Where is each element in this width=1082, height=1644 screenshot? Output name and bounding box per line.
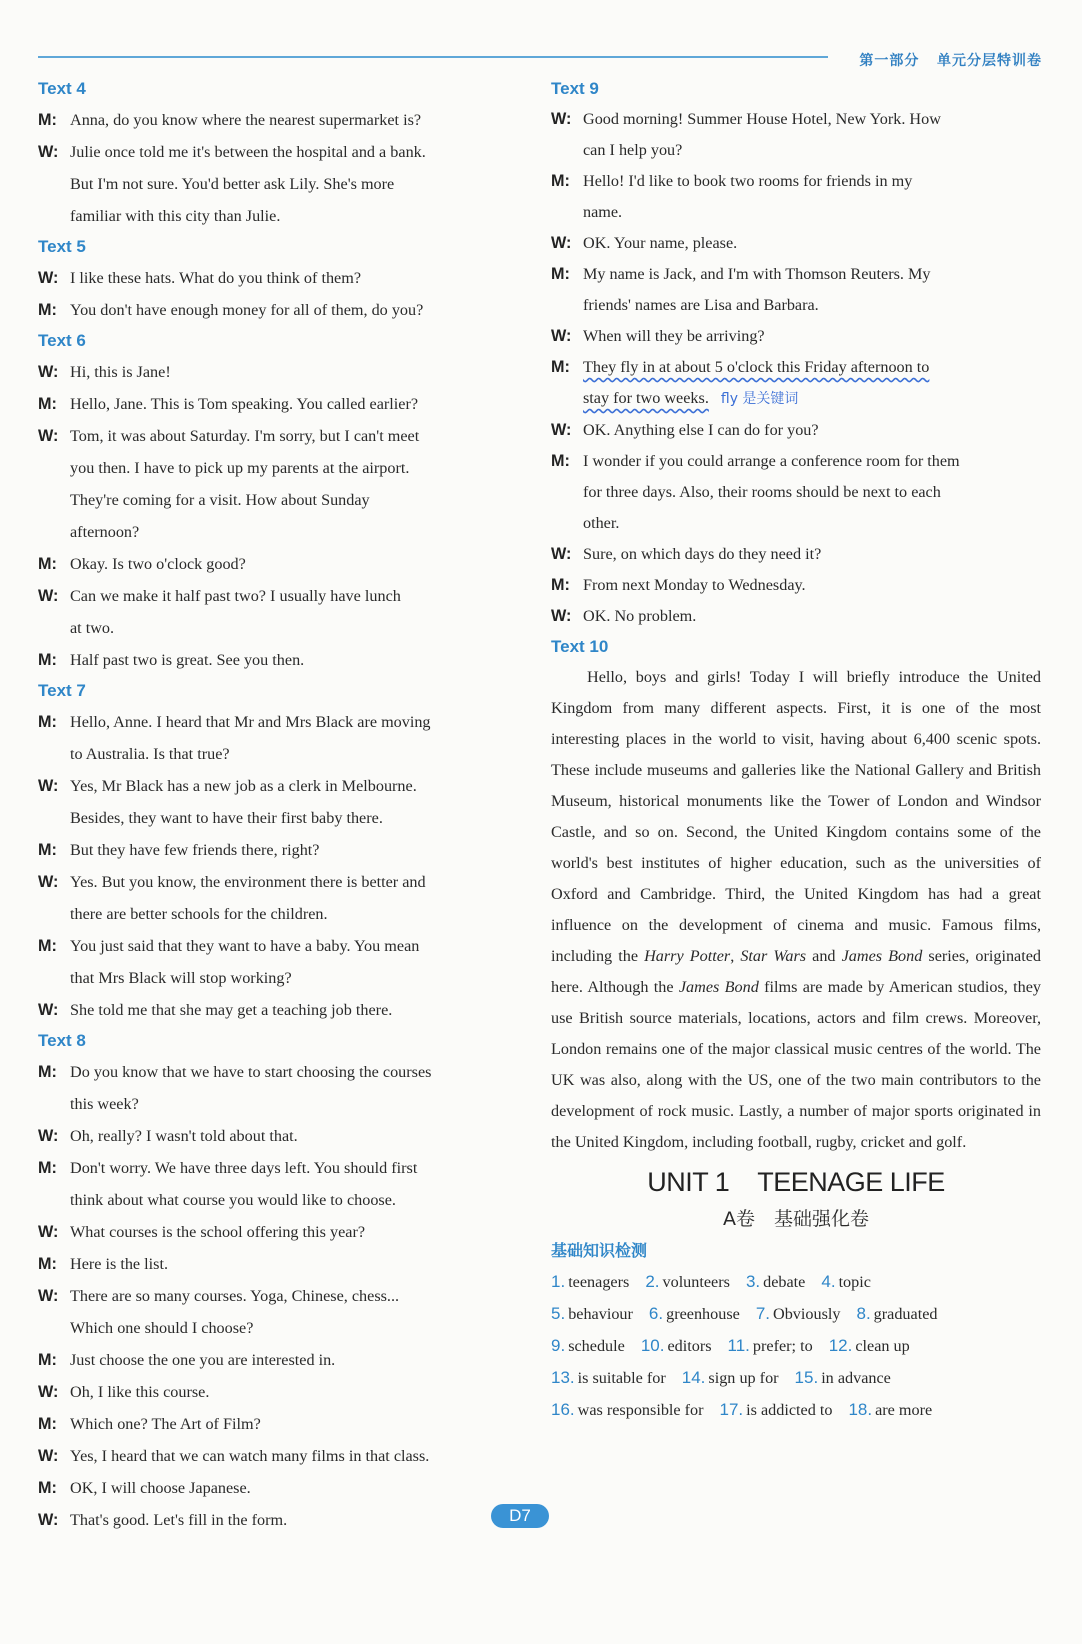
section-title: Text 8 xyxy=(38,1031,86,1050)
answer-row xyxy=(551,1362,1041,1394)
speaker xyxy=(38,1184,70,1216)
speaker xyxy=(38,738,70,770)
answer-key xyxy=(551,1266,1041,1426)
speaker: M: xyxy=(38,301,57,319)
dialogue-text: other. xyxy=(583,514,620,532)
answer-text: was responsible for xyxy=(577,1401,704,1419)
dialogue-text: for three days. Also, their rooms should be next to each xyxy=(583,483,941,501)
dialogue-text: name. xyxy=(583,203,623,221)
dialogue-line xyxy=(38,1312,524,1344)
speaker: W: xyxy=(38,1223,59,1241)
dialogue-text: OK. No problem. xyxy=(583,607,697,625)
speaker: M: xyxy=(551,265,570,283)
answer-item xyxy=(551,1330,625,1362)
answer-item xyxy=(641,1330,712,1362)
dialogue-text: She told me that she may get a teaching job there. xyxy=(70,1001,393,1019)
speaker: M: xyxy=(38,1479,57,1497)
section-title: Text 9 xyxy=(551,79,599,98)
dialogue-text: When will they be arriving? xyxy=(583,327,765,345)
speaker: M: xyxy=(551,358,570,376)
highlighted-line: stay for two weeks. xyxy=(583,389,709,407)
dialogue-text: Just choose the one you are interested in. xyxy=(70,1351,336,1369)
header-rule xyxy=(38,56,828,58)
dialogue-text: Anna, do you know where the nearest supermarket is? xyxy=(70,111,422,129)
dialogue-text: afternoon? xyxy=(70,523,140,541)
answer-number: 13. xyxy=(551,1368,575,1387)
speaker xyxy=(38,612,70,644)
dialogue-text: You just said that they want to have a baby. You mean xyxy=(70,937,420,955)
speaker: W: xyxy=(551,545,572,563)
speaker: M: xyxy=(38,1415,57,1433)
answer-row xyxy=(551,1298,1041,1330)
text10-passage: Hello, boys and girls! Today I will briefly introduce the United Kingdom from many different aspects. First, it is one of the most interesting places in the world to visit, having about 6,400 scenic spots. These include museums and galleries like the National Gallery and British Museum, historical monuments like the Tower of London and Windsor Castle, and so on. Second, the United Kingdom contains some of the world's best institutes of higher education, such as the universities of Oxford and Cambridge. Third, the United Kingdom has had a great influence on the development of cinema and music. Famous films, including the Harry Potter, Star Wars and James Bond series, originated here. Although the James Bond films are made by American studios, they use British source materials, locations, actors and film crews. Moreover, London remains one of the major classical music centres of the world. The UK was also, along with the US, one of the two main contributors to the development of rock music. Lastly, a number of major sports originated in the United Kingdom, including football, rugby, cricket and golf. xyxy=(551,668,1041,1151)
dialogue-line xyxy=(38,962,524,994)
answer-text: graduated xyxy=(873,1305,938,1323)
dialogue-text: I like these hats. What do you think of them? xyxy=(70,269,362,287)
speaker xyxy=(38,898,70,930)
dialogue-text: There are so many courses. Yoga, Chinese, chess... xyxy=(70,1287,400,1305)
speaker xyxy=(551,197,583,228)
dialogue-line xyxy=(38,1120,524,1152)
answer-number: 3. xyxy=(745,1272,761,1291)
dialogue-text: What courses is the school offering this year? xyxy=(70,1223,366,1241)
answer-text: behaviour xyxy=(568,1305,633,1323)
answer-text: are more xyxy=(875,1401,933,1419)
answer-item xyxy=(645,1266,730,1298)
dialogue-text: at two. xyxy=(70,619,115,637)
dialogue-line xyxy=(38,548,524,580)
dialogue-line xyxy=(551,415,1041,446)
dialogue-line xyxy=(38,1184,524,1216)
answer-item xyxy=(746,1266,805,1298)
section-subheading: 基础知识检测 xyxy=(551,1241,648,1260)
dialogue-line xyxy=(38,644,524,676)
dialogue-text: that Mrs Black will stop working? xyxy=(70,969,292,987)
section-title: Text 5 xyxy=(38,237,86,256)
dialogue-line xyxy=(38,1472,524,1504)
dialogue-line xyxy=(38,802,524,834)
dialogue-line xyxy=(551,228,1041,259)
dialogue-line xyxy=(38,136,524,168)
dialogue-line xyxy=(38,168,524,200)
answer-text: is suitable for xyxy=(577,1369,666,1387)
speaker: W: xyxy=(551,327,572,345)
speaker: M: xyxy=(38,1255,57,1273)
dialogue-text: Good morning! Summer House Hotel, New York. How xyxy=(583,110,941,128)
speaker: W: xyxy=(38,587,59,605)
handwritten-note: fly 是关键词 xyxy=(720,391,799,407)
speaker: M: xyxy=(38,555,57,573)
dialogue-text: But I'm not sure. You'd better ask Lily. She's more xyxy=(70,175,395,193)
dialogue-line xyxy=(38,1344,524,1376)
answer-text: volunteers xyxy=(662,1273,730,1291)
answer-number: 16. xyxy=(551,1400,575,1419)
dialogue-text: Okay. Is two o'clock good? xyxy=(70,555,246,573)
dialogue-text: I wonder if you could arrange a conference room for them xyxy=(583,452,960,470)
header-title: 单元分层特训卷 xyxy=(937,53,1042,69)
dialogue-line xyxy=(38,1152,524,1184)
dialogue-text: Yes. But you know, the environment there is better and xyxy=(70,873,426,891)
speaker: M: xyxy=(38,713,57,731)
answer-text: greenhouse xyxy=(666,1305,740,1323)
dialogue-line xyxy=(38,1376,524,1408)
answer-item xyxy=(682,1362,779,1394)
dialogue-text: Hello, Jane. This is Tom speaking. You called earlier? xyxy=(70,395,419,413)
speaker: W: xyxy=(551,234,572,252)
dialogue-text: Hi, this is Jane! xyxy=(70,363,171,381)
answer-item xyxy=(848,1394,932,1426)
answer-number: 10. xyxy=(640,1336,665,1355)
answer-text: schedule xyxy=(568,1337,625,1355)
dialogue-text: From next Monday to Wednesday. xyxy=(583,576,806,594)
dialogue-line xyxy=(551,601,1041,632)
answer-text: sign up for xyxy=(708,1369,779,1387)
dialogue-line xyxy=(38,1408,524,1440)
speaker: W: xyxy=(38,427,59,445)
dialogue-text: friends' names are Lisa and Barbara. xyxy=(583,296,819,314)
answer-text: editors xyxy=(667,1337,712,1355)
page-number: D7 xyxy=(491,1504,549,1528)
speaker: W: xyxy=(38,1383,59,1401)
dialogue-line xyxy=(38,484,524,516)
dialogue-line xyxy=(551,290,1041,321)
running-header xyxy=(859,50,1042,70)
answer-number: 15. xyxy=(794,1368,819,1387)
answer-row xyxy=(551,1394,1041,1426)
dialogue-text: Can we make it half past two? I usually have lunch xyxy=(70,587,401,605)
dialogue-text: Oh, I like this course. xyxy=(70,1383,210,1401)
dialogue-text: Yes, Mr Black has a new job as a clerk in Melbourne. xyxy=(70,777,417,795)
speaker xyxy=(38,1312,70,1344)
answer-item xyxy=(756,1298,841,1330)
speaker: W: xyxy=(38,269,59,287)
answer-number: 4. xyxy=(821,1272,836,1291)
speaker: M: xyxy=(38,1159,57,1177)
dialogue-line xyxy=(551,570,1041,601)
answer-text: is addicted to xyxy=(746,1401,833,1419)
answer-item xyxy=(551,1394,704,1426)
dialogue-text: OK. Your name, please. xyxy=(583,234,738,252)
dialogue-line xyxy=(38,356,524,388)
dialogue-line xyxy=(551,477,1041,508)
film-title: James Bond xyxy=(678,978,759,996)
speaker: W: xyxy=(38,363,59,381)
dialogue-text: Hello, Anne. I heard that Mr and Mrs Black are moving xyxy=(70,713,431,731)
dialogue-text: OK. Anything else I can do for you? xyxy=(583,421,819,439)
speaker: M: xyxy=(38,1351,57,1369)
dialogue-text: Julie once told me it's between the hospital and a bank. xyxy=(70,143,426,161)
speaker xyxy=(551,290,583,321)
dialogue-line xyxy=(38,420,524,452)
dialogue-text: there are better schools for the children. xyxy=(70,905,328,923)
answer-item xyxy=(795,1362,891,1394)
dialogue-text: think about what course you would like to choose. xyxy=(70,1191,396,1209)
dialogue-line xyxy=(551,197,1041,228)
answer-number: 6. xyxy=(648,1304,664,1323)
dialogue-text: Half past two is great. See you then. xyxy=(70,651,305,669)
speaker: W: xyxy=(38,1127,59,1145)
dialogue-line xyxy=(38,1280,524,1312)
film-title: Harry Potter xyxy=(644,947,731,965)
speaker: M: xyxy=(38,651,57,669)
dialogue-line xyxy=(38,262,524,294)
left-column xyxy=(38,74,524,1536)
right-column xyxy=(551,74,1041,1426)
speaker: M: xyxy=(38,1063,57,1081)
answer-number: 5. xyxy=(551,1304,566,1323)
dialogue-text: You don't have enough money for all of them, do you? xyxy=(70,301,424,319)
dialogue-line xyxy=(551,135,1041,166)
answer-number: 8. xyxy=(856,1304,871,1323)
unit-subheading: A卷 基础强化卷 xyxy=(723,1208,869,1230)
speaker xyxy=(38,484,70,516)
speaker: W: xyxy=(38,777,59,795)
answer-text: topic xyxy=(838,1273,871,1291)
dialogue-line xyxy=(38,898,524,930)
dialogue-text: Hello! I'd like to book two rooms for friends in my xyxy=(583,172,913,190)
dialogue-text: Yes, I heard that we can watch many films in that class. xyxy=(70,1447,430,1465)
speaker: W: xyxy=(38,1511,59,1529)
speaker: W: xyxy=(551,421,572,439)
answer-item xyxy=(829,1330,910,1362)
dialogue-text: They're coming for a visit. How about Sunday xyxy=(70,491,370,509)
answer-number: 18. xyxy=(848,1400,873,1419)
dialogue-line xyxy=(38,200,524,232)
answer-number: 17. xyxy=(719,1400,744,1419)
speaker xyxy=(551,508,583,539)
dialogue-line xyxy=(38,930,524,962)
speaker: W: xyxy=(551,110,572,128)
dialogue-line xyxy=(551,446,1041,477)
speaker: M: xyxy=(551,452,570,470)
film-title: Star Wars xyxy=(740,947,807,965)
dialogue-line xyxy=(551,352,1041,383)
dialogue-line xyxy=(38,104,524,136)
dialogue-line xyxy=(38,706,524,738)
text9-dialogue-cont xyxy=(551,415,1041,632)
dialogue-line xyxy=(38,516,524,548)
speaker: W: xyxy=(551,607,572,625)
dialogue-text: Here is the list. xyxy=(70,1255,169,1273)
speaker xyxy=(38,168,70,200)
dialogue-line xyxy=(551,508,1041,539)
unit-heading: UNIT 1 TEENAGE LIFE xyxy=(647,1167,945,1197)
answer-number: 11. xyxy=(727,1336,750,1355)
dialogue-text: Do you know that we have to start choosing the courses xyxy=(70,1063,432,1081)
answer-number: 12. xyxy=(828,1336,853,1355)
dialogue-line xyxy=(38,580,524,612)
speaker: W: xyxy=(38,873,59,891)
answer-number: 7. xyxy=(755,1304,771,1323)
answer-number: 14. xyxy=(681,1368,706,1387)
answer-item xyxy=(551,1266,629,1298)
speaker xyxy=(551,135,583,166)
speaker: W: xyxy=(38,1287,59,1305)
dialogue-text: familiar with this city than Julie. xyxy=(70,207,281,225)
film-title: James Bond xyxy=(841,947,923,965)
header-part: 第一部分 xyxy=(859,53,920,69)
dialogue-text: That's good. Let's fill in the form. xyxy=(70,1511,288,1529)
answer-text: prefer; to xyxy=(752,1337,813,1355)
answer-row xyxy=(551,1330,1041,1362)
dialogue-line xyxy=(38,834,524,866)
speaker: M: xyxy=(38,937,57,955)
speaker: M: xyxy=(551,172,570,190)
section-title: Text 4 xyxy=(38,79,86,98)
speaker: W: xyxy=(38,143,59,161)
answer-number: 1. xyxy=(551,1272,566,1291)
dialogue-text: this week? xyxy=(70,1095,139,1113)
dialogue-line xyxy=(551,166,1041,197)
dialogue-line xyxy=(551,383,1041,415)
dialogue-line xyxy=(38,294,524,326)
speaker: M: xyxy=(38,395,57,413)
answer-text: debate xyxy=(763,1273,806,1291)
dialogue-text: Besides, they want to have their first baby there. xyxy=(70,809,383,827)
answer-item xyxy=(551,1298,633,1330)
dialogue-text: Which one? The Art of Film? xyxy=(70,1415,261,1433)
dialogue-text: you then. I have to pick up my parents at the airport. xyxy=(70,459,410,477)
text9-dialogue xyxy=(551,104,1041,352)
speaker: W: xyxy=(38,1447,59,1465)
dialogue-line xyxy=(551,539,1041,570)
dialogue-line xyxy=(551,104,1041,135)
dialogue-text: can I help you? xyxy=(583,141,683,159)
section-title: Text 7 xyxy=(38,681,86,700)
speaker: M: xyxy=(551,576,570,594)
answer-text: in advance xyxy=(821,1369,891,1387)
section-title: Text 6 xyxy=(38,331,86,350)
answer-item xyxy=(551,1362,666,1394)
answer-number: 2. xyxy=(645,1272,660,1291)
speaker xyxy=(38,962,70,994)
dialogue-line xyxy=(38,612,524,644)
answer-text: clean up xyxy=(855,1337,910,1355)
speaker: W: xyxy=(38,1001,59,1019)
dialogue-text: Which one should I choose? xyxy=(70,1319,254,1337)
dialogue-text: to Australia. Is that true? xyxy=(70,745,230,763)
answer-number: 9. xyxy=(551,1336,566,1355)
dialogue-line xyxy=(38,994,524,1026)
answer-text: teenagers xyxy=(568,1273,630,1291)
dialogue-line xyxy=(38,738,524,770)
section-title: Text 10 xyxy=(551,637,609,656)
dialogue-line xyxy=(38,388,524,420)
speaker xyxy=(38,200,70,232)
speaker xyxy=(38,1088,70,1120)
answer-row xyxy=(551,1266,1041,1298)
dialogue-text: But they have few friends there, right? xyxy=(70,841,320,859)
dialogue-text: OK, I will choose Japanese. xyxy=(70,1479,251,1497)
answer-item xyxy=(728,1330,813,1362)
speaker xyxy=(38,802,70,834)
dialogue-line xyxy=(38,1088,524,1120)
dialogue-line xyxy=(38,452,524,484)
speaker: M: xyxy=(38,111,57,129)
speaker xyxy=(38,516,70,548)
answer-item xyxy=(720,1394,833,1426)
dialogue-text: Tom, it was about Saturday. I'm sorry, but I can't meet xyxy=(70,427,420,445)
answer-item xyxy=(856,1298,937,1330)
speaker: M: xyxy=(38,841,57,859)
dialogue-line xyxy=(38,770,524,802)
dialogue-line xyxy=(38,1216,524,1248)
answer-item xyxy=(821,1266,871,1298)
dialogue-text: Sure, on which days do they need it? xyxy=(583,545,822,563)
answer-item xyxy=(649,1298,740,1330)
dialogue-line xyxy=(38,1440,524,1472)
dialogue-line xyxy=(38,1056,524,1088)
highlighted-line: They fly in at about 5 o'clock this Friday afternoon to xyxy=(583,358,930,376)
dialogue-line xyxy=(38,1504,524,1536)
dialogue-line xyxy=(38,1248,524,1280)
dialogue-line xyxy=(38,866,524,898)
dialogue-text: My name is Jack, and I'm with Thomson Reuters. My xyxy=(583,265,931,283)
dialogue-line xyxy=(551,259,1041,290)
speaker xyxy=(551,477,583,508)
speaker xyxy=(38,452,70,484)
answer-text: Obviously xyxy=(773,1305,841,1323)
dialogue-text: Oh, really? I wasn't told about that. xyxy=(70,1127,298,1145)
dialogue-line xyxy=(551,321,1041,352)
dialogue-text: Don't worry. We have three days left. You should first xyxy=(70,1159,418,1177)
